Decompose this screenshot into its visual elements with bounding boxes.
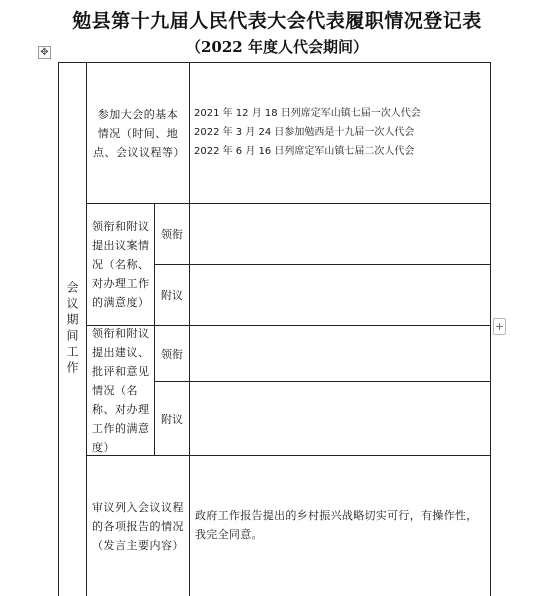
document-subtitle: （2022 年度人代会期间） (186, 38, 368, 56)
basic-info-entries[interactable] (190, 104, 490, 161)
motions-label: 领衔和附议提出议案情况（名称、对办理工作的满意度） (92, 220, 150, 309)
table-move-handle-icon[interactable]: ✥ (38, 46, 51, 59)
motions-lead-label: 领衔 (161, 228, 183, 241)
attendance-entry: 2021 年 12 月 18 日列席定军山镇七届一次人代会 (194, 108, 421, 119)
motions-second-label: 附议 (161, 289, 183, 302)
suggestions-second-cell[interactable] (190, 382, 490, 455)
suggestions-lead-cell[interactable] (190, 326, 490, 381)
suggestions-label: 领衔和附议提出建议、批评和意见情况（名称、对办理工作的满意度） (92, 327, 150, 454)
review-label: 审议列入会议议程的各项报告的情况（发言主要内容） (92, 500, 184, 552)
suggestions-second-label: 附议 (161, 412, 183, 426)
review-content[interactable]: 政府工作报告提出的乡村振兴战略切实可行，有操作性，我完全同意。 (195, 509, 478, 541)
suggestions-lead-label: 领衔 (161, 347, 183, 361)
attendance-entry: 2022 年 3 月 24 日参加勉西是十九届一次人代会 (194, 127, 415, 138)
section-label-meeting-work: 会议期间工作 (65, 281, 79, 377)
motions-second-cell[interactable] (190, 265, 490, 325)
add-column-icon[interactable]: + (494, 320, 505, 333)
motions-lead-cell[interactable] (190, 204, 490, 264)
basic-info-label: 参加大会的基本情况（时间、地点、会议议程等） (93, 107, 185, 159)
document-title: 勉县第十九届人民代表大会代表履职情况登记表 (72, 10, 482, 32)
attendance-entry: 2022 年 6 月 16 日列席定军山镇七届二次人代会 (194, 146, 415, 157)
